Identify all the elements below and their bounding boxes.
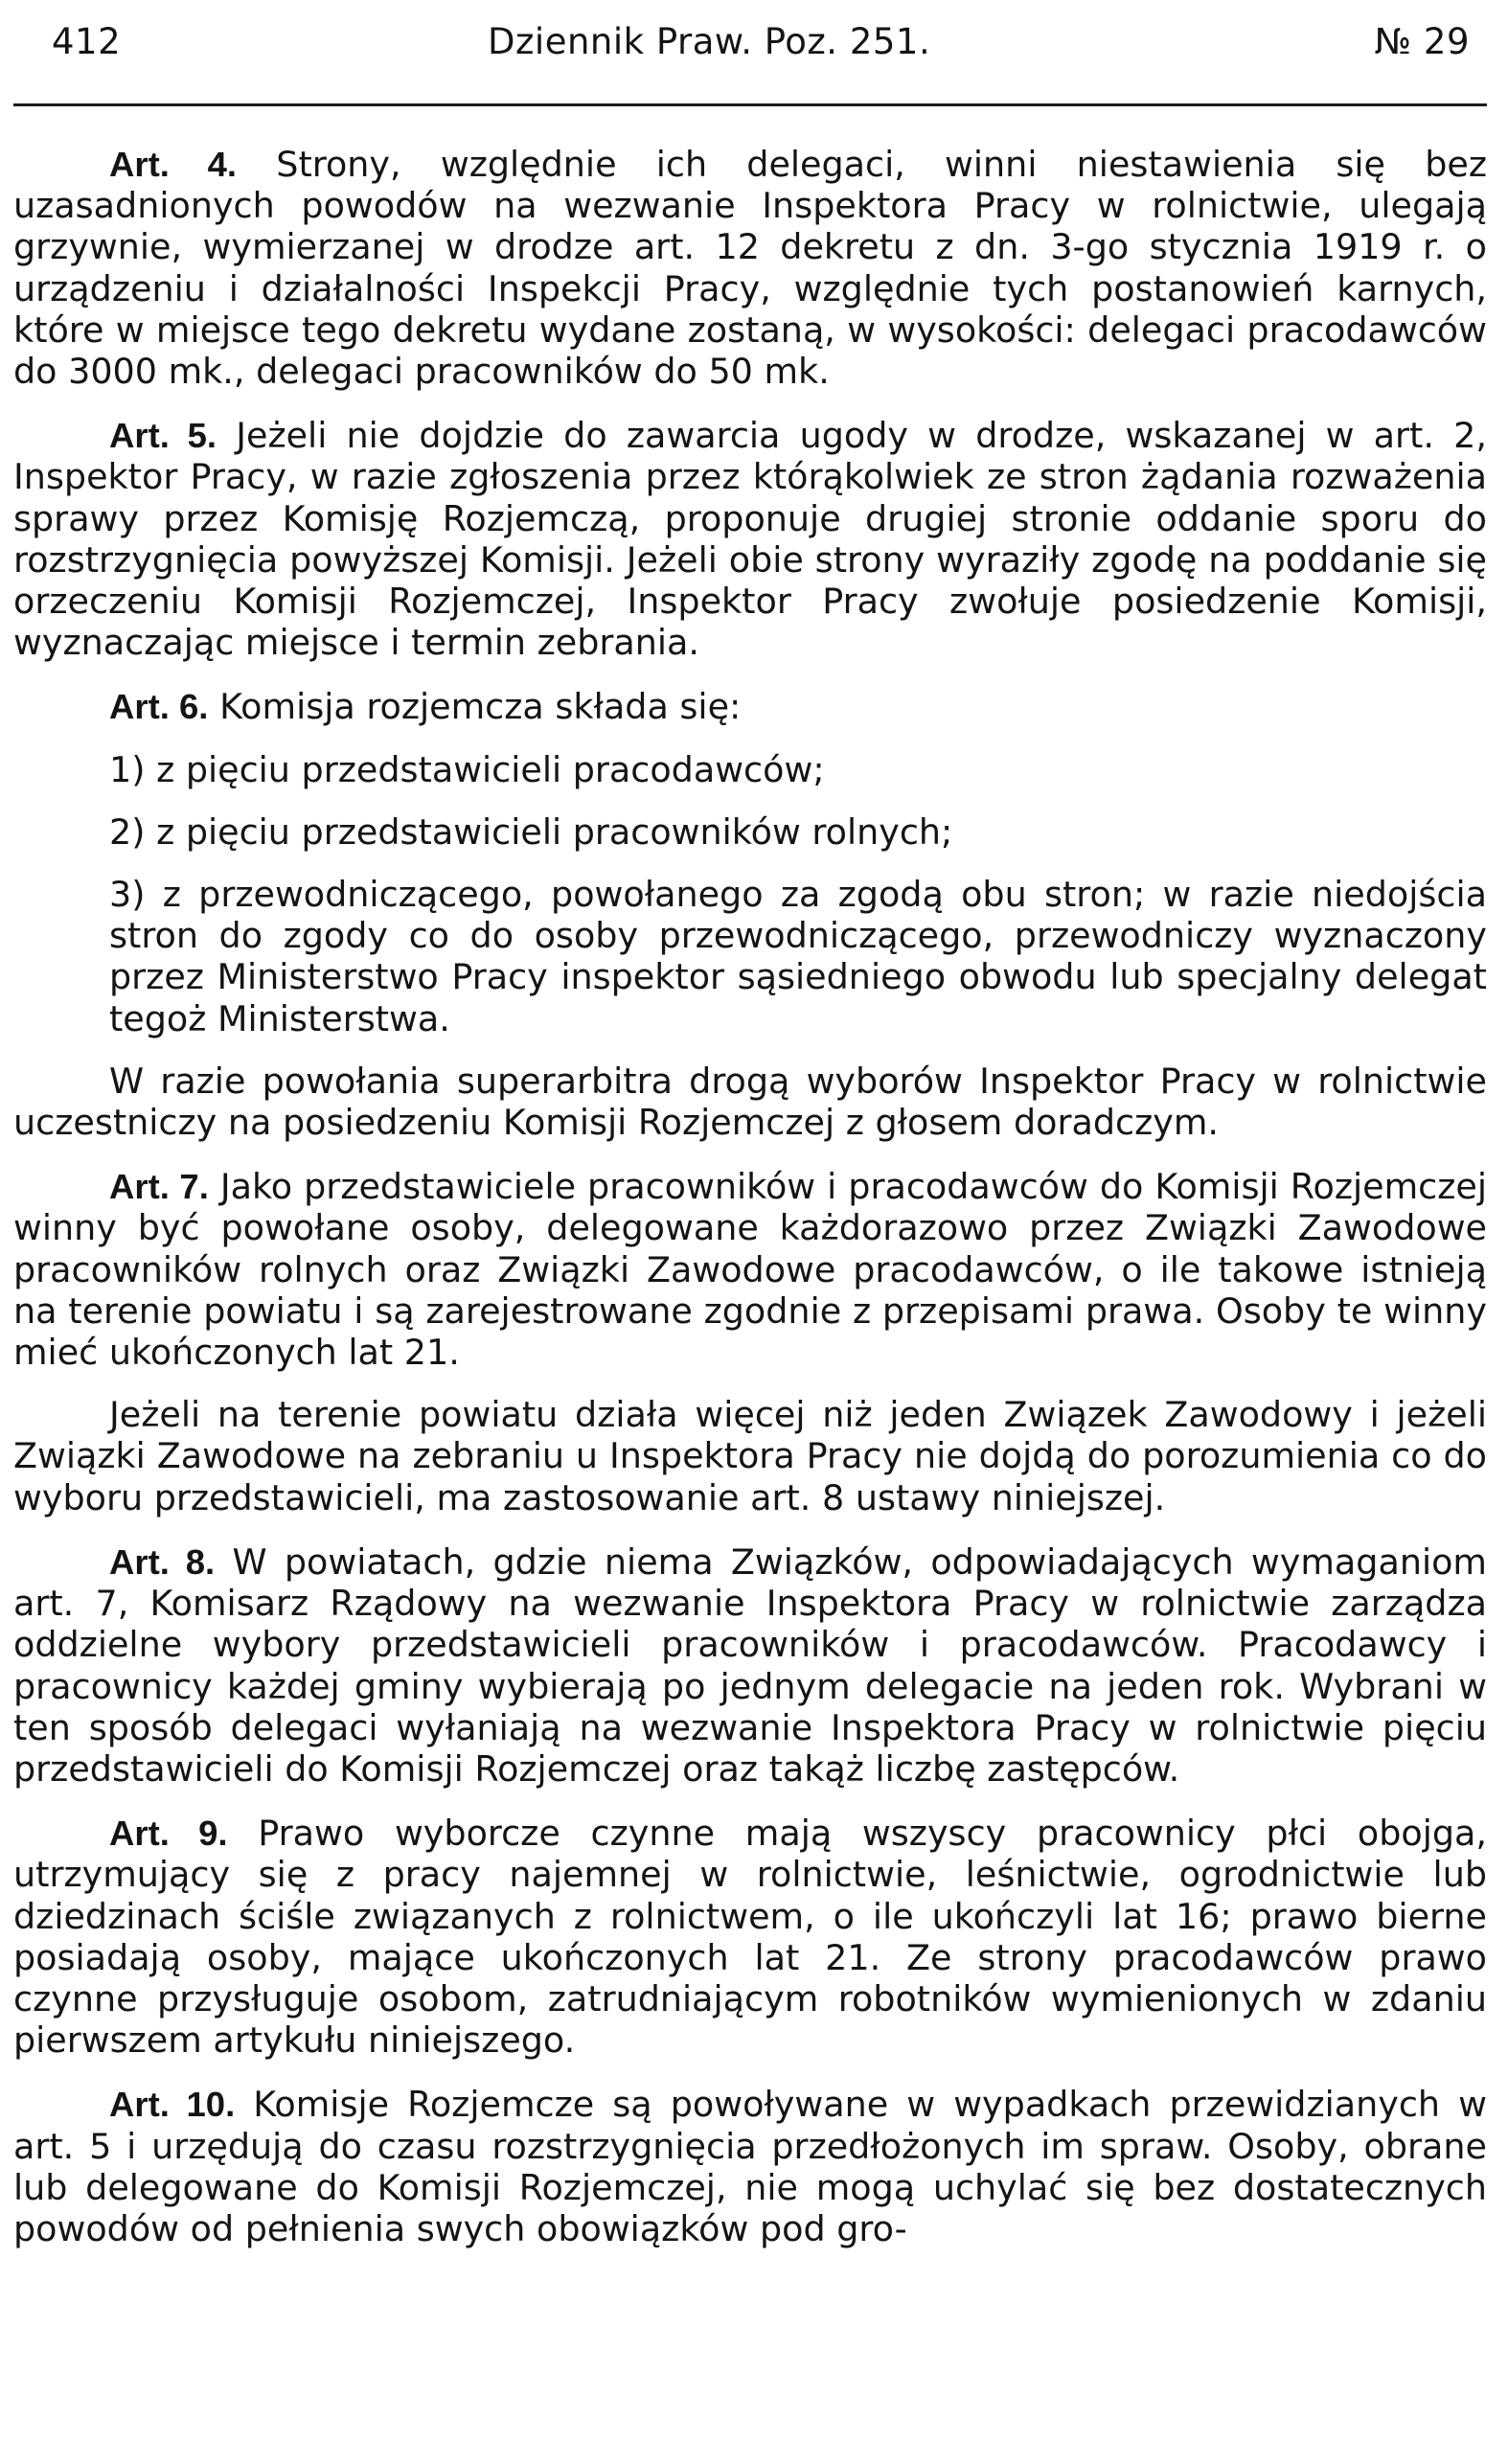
article-6	[13, 686, 1487, 727]
article-label: Art. 4.	[109, 145, 238, 184]
article-label: Art. 10.	[109, 2085, 236, 2125]
header-rule	[13, 103, 1487, 106]
list-item: 3) z przewodniczącego, powołanego za zgodą obu stron; w razie niedojścia stron do zgody co do osoby przewodniczącego, przewodniczy wyznaczony przez Ministerstwo Pracy inspektor sąsiedniego obwodu lub specjalny delegat tegoż Ministerstwa.	[109, 874, 1487, 1039]
article-text: Komisje Rozjemcze są powoływane w wypadkach przewidzianych w art. 5 i urzędują do czasu rozstrzygnięcia przedłożonych im spraw. Osoby, obrane lub delegowane do Komisji Rozjemczej, nie mogą uchylać się bez dostatecznych powodów od pełnienia swych obowiązków pod gro-	[13, 2084, 1487, 2249]
article-label: Art. 5.	[109, 416, 217, 456]
article-5	[13, 415, 1487, 663]
article-10	[13, 2084, 1487, 2249]
article-label: Art. 7.	[109, 1167, 209, 1207]
page-number: 412	[52, 21, 122, 62]
issue-number: № 29	[1374, 21, 1470, 62]
article-7	[13, 1166, 1487, 1373]
list-item: 1) z pięciu przedstawicieli pracodawców;	[109, 748, 825, 790]
article-text: Jeżeli nie dojdzie do zawarcia ugody w drodze, wskazanej w art. 2, Inspektor Pracy, w razie zgłoszenia przez którąkolwiek ze stron żądania rozważenia sprawy przez Komisję Rozjemczą, proponuje drugiej stronie oddanie sporu do rozstrzygnięcia powyższej Komisji. Jeżeli obie strony wyraziły zgodę na poddanie się orzeczeniu Komisji Rozjemczej, Inspektor Pracy zwołuje posiedzenie Komisji, wyznaczając miejsce i termin zebrania.	[13, 415, 1487, 664]
article-text: Strony, względnie ich delegaci, winni niestawienia się bez uzasadnionych powodów na wezwanie Inspektora Pracy w rolnictwie, ulegają grzywnie, wymierzanej w drodze art. 12 dekretu z dn. 3-go stycznia 1919 r. o urządzeniu i działalności Inspekcji Pracy, względnie tych postanowień karnych, które w miejsce tego dekretu wydane zostaną, w wysokości: delegaci pracodawców do 3000 mk., delegaci pracowników do 50 mk.	[13, 144, 1488, 393]
article-9	[13, 1813, 1487, 2061]
journal-title: Dziennik Praw. Poz. 251.	[488, 21, 931, 62]
article-label: Art. 6.	[109, 687, 209, 727]
article-text: Jako przedstawiciele pracowników i pracodawców do Komisji Rozjemczej winny być powołane osoby, delegowane każdorazowo przez Związki Zawodowe pracowników rolnych oraz Związki Zawodowe pracodawców, o ile takowe istnieją na terenie powiatu i są zarejestrowane zgodnie z przepisami prawa. Osoby te winny mieć ukończonych lat 21.	[13, 1166, 1487, 1374]
article-paragraph: W razie powołania superarbitra drogą wyborów Inspektor Pracy w rolnictwie uczestniczy na posiedzeniu Komisji Rozjemczej z głosem doradczym.	[13, 1060, 1487, 1144]
list-item: 2) z pięciu przedstawicieli pracowników rolnych;	[109, 810, 953, 853]
article-label: Art. 9.	[109, 1814, 228, 1854]
article-text: Komisja rozjemcza składa się:	[219, 686, 742, 728]
article-label: Art. 8.	[109, 1541, 216, 1582]
article-paragraph: Jeżeli na terenie powiatu działa więcej niż jeden Związek Zawodowy i jeżeli Związki Zawodowe na zebraniu u Inspektora Pracy nie dojdą do porozumienia co do wyboru przedstawicieli, ma zastosowanie art. 8 ustawy niniejszej.	[13, 1394, 1487, 1518]
article-8	[13, 1541, 1487, 1790]
article-text: W powiatach, gdzie niema Związków, odpowiadających wymaganiom art. 7, Komisarz Rządowy na wezwanie Inspektora Pracy w rolnictwie zarządza oddzielne wybory przedstawicieli pracowników i pracodawców. Pracodawcy i pracownicy każdej gminy wybierają po jednym delegacie na jeden rok. Wybrani w ten sposób delegaci wyłaniają na wezwanie Inspektora Pracy w rolnictwie pięciu przedstawicieli do Komisji Rozjemczej oraz takąż liczbę zastępców.	[13, 1540, 1487, 1790]
page-header	[52, 21, 1470, 75]
article-4	[13, 144, 1487, 392]
document-body	[13, 144, 1487, 2249]
article-text: Prawo wyborcze czynne mają wszyscy pracownicy płci obojga, utrzymujący się z pracy najemnej w rolnictwie, leśnictwie, ogrodnictwie lub dziedzinach ściśle związanych z rolnictwem, o ile ukończyli lat 16; prawo bierne posiadają osoby, mające ukończonych lat 21. Ze strony pracodawców prawo czynne przysługuje osobom, zatrudniającym robotników wymienionych w zdaniu pierwszem artykułu niniejszego.	[13, 1813, 1487, 2062]
